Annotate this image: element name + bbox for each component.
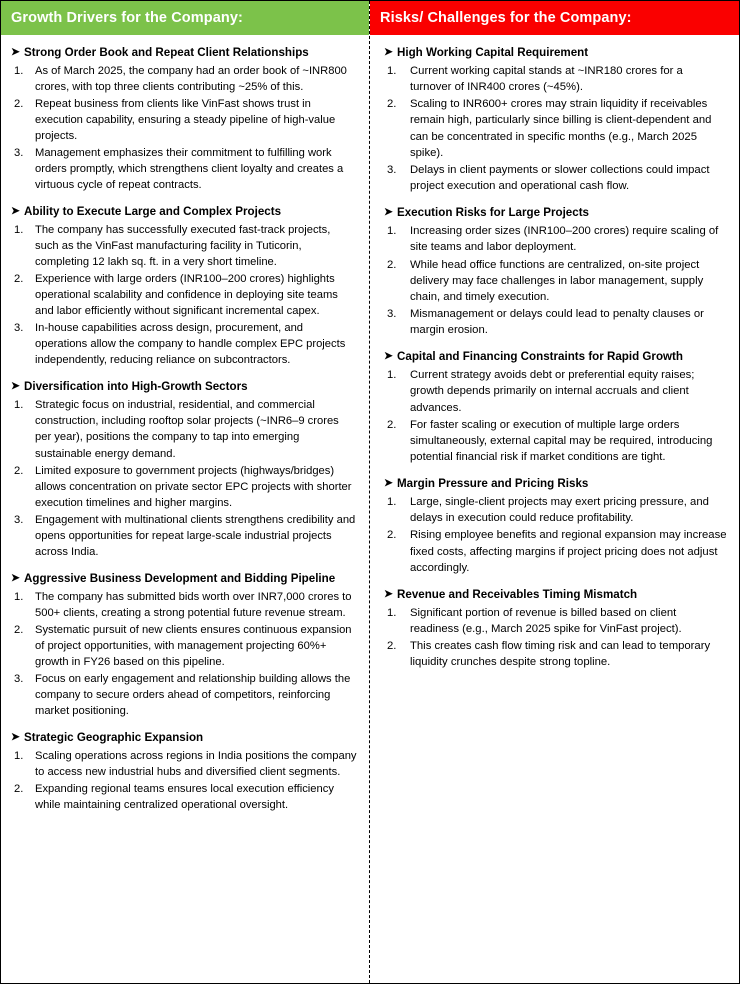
list-item-text: Current strategy avoids debt or preferential equity raises; growth depends primarily on internal accruals and client advances. [410,369,695,414]
list-item-number: 2. [14,623,24,636]
section-title-text: Capital and Financing Constraints for Rapid Growth [397,350,683,364]
list-item-text: Repeat business from clients like VinFast shows trust in execution capability, ensuring a steady pipeline of high-value projects. [35,98,336,143]
section-heading [384,476,727,491]
list-item-text: Strategic focus on industrial, residential, and commercial construction, including rooftop solar projects (~INR6–9 crores per year), positions the company to tap into emerging sustainable energy demand. [35,399,339,460]
list-item [384,527,727,575]
point-list [384,367,727,465]
list-item-text: Systematic pursuit of new clients ensures continuous expansion of project opportunities, with management projecting 60%+ growth in FY26 based on this pipeline. [35,623,352,668]
list-item [384,417,727,465]
point-list [384,494,727,576]
list-item-text: The company has submitted bids worth over INR7,000 crores to 500+ clients, creating a strong potential future revenue stream. [35,590,352,619]
list-item [384,605,727,637]
risks-header-text: Risks/ Challenges for the Company: [380,10,632,26]
arrow-bullet-icon: ➤ [11,205,20,218]
list-item-number: 2. [387,98,397,111]
list-item [11,463,357,511]
list-item-number: 3. [14,322,24,335]
list-item-number: 2. [14,464,24,477]
list-item-number: 2. [387,529,397,542]
list-item [11,589,357,621]
arrow-bullet-icon: ➤ [384,587,393,600]
arrow-bullet-icon: ➤ [384,350,393,363]
risks-header [370,1,739,35]
list-item [11,320,357,368]
growth-drivers-header-text: Growth Drivers for the Company: [11,10,243,26]
list-item [384,306,727,338]
list-item-text: Current working capital stands at ~INR180 crores for a turnover of INR400 crores (~45%). [410,65,683,94]
arrow-bullet-icon: ➤ [11,46,20,58]
section-heading [384,205,727,220]
section-heading [11,379,357,394]
arrow-bullet-icon: ➤ [384,46,393,58]
list-item [384,494,727,526]
section-title-text: Strategic Geographic Expansion [24,730,204,744]
list-item-number: 1. [387,606,397,619]
list-item-text: In-house capabilities across design, procurement, and operations allow the company to handle complex EPC projects independently, reducing reliance on subcontractors. [35,322,346,367]
section [384,205,727,338]
section-title-text: Strong Order Book and Repeat Client Relationships [24,46,309,59]
list-item [11,222,357,270]
section-title-text: Diversification into High-Growth Sectors [24,380,248,394]
arrow-bullet-icon: ➤ [11,571,20,584]
point-list [384,223,727,338]
risks-body [370,35,739,983]
list-item-number: 2. [387,258,397,271]
list-item [384,257,727,305]
section [11,204,357,368]
list-item-number: 1. [387,65,397,78]
section [384,587,727,671]
list-item-number: 2. [387,640,397,653]
list-item-number: 1. [387,496,397,509]
section-title-text: Execution Risks for Large Projects [397,206,590,220]
list-item-text: The company has successfully executed fast-track projects, such as the VinFast manufacturing facility in Tuticorin, completing 12 lakh sq. ft. in a very short timeline. [35,224,331,269]
list-item-number: 2. [14,782,24,795]
list-item [11,145,357,193]
section-heading [11,571,357,586]
section [11,45,357,193]
list-item-text: Rising employee benefits and regional expansion may increase fixed costs, affecting margins if project pricing does not adjust accordingly. [410,529,727,574]
growth-drivers-column [1,1,370,983]
list-item [11,96,357,144]
list-item-number: 1. [14,399,24,412]
section-heading [11,45,357,60]
risks-column [370,1,739,983]
list-item-number: 1. [14,590,24,603]
list-item-text: Limited exposure to government projects (highways/bridges) allows concentration on private sector EPC projects with shorter execution timelines and higher margins. [35,464,352,509]
list-item-number: 2. [14,273,24,286]
list-item-text: Mismanagement or delays could lead to penalty clauses or margin erosion. [410,307,704,337]
list-item-text: This creates cash flow timing risk and can lead to temporary liquidity crunches despite strong topline. [410,640,711,669]
list-item-text: Management emphasizes their commitment to fulfilling work orders promptly, which strengthens client loyalty and creates a virtuous cycle of repeat contracts. [35,147,344,192]
point-list [11,397,357,559]
section [384,349,727,465]
list-item-text: Increasing order sizes (INR100–200 crores) require scaling of site teams and labor deployment. [410,225,719,254]
growth-drivers-body [1,35,369,983]
section [11,571,357,719]
list-item-number: 1. [14,224,24,237]
list-item [384,638,727,670]
list-item [11,63,357,95]
list-item [11,271,357,319]
list-item-number: 3. [14,147,24,160]
list-item-text: Scaling to INR600+ crores may strain liquidity if receivables remain high, particularly since billing is client-dependent and can be concentrated in specific months (e.g., March 2025 spike). [410,98,712,159]
list-item [11,397,357,461]
section-title-text: Revenue and Receivables Timing Mismatch [397,587,638,601]
list-item-number: 3. [387,307,397,320]
section-title-text: Aggressive Business Development and Bidding Pipeline [24,571,336,585]
section-heading [384,45,727,60]
list-item-number: 2. [14,98,24,111]
section [11,379,357,559]
list-item [11,671,357,719]
list-item-text: Scaling operations across regions in India positions the company to access new industrial hubs and diversified client segments. [35,749,357,778]
point-list [384,63,727,194]
list-item-text: Engagement with multinational clients strengthens credibility and opens opportunities for repeat large-scale industrial projects across India. [35,513,356,558]
list-item-number: 1. [14,749,24,762]
list-item-text: Expanding regional teams ensures local execution efficiency while maintaining centralized operational oversight. [35,782,334,811]
list-item-number: 3. [14,672,24,685]
point-list [11,589,357,719]
list-item-number: 2. [387,418,397,431]
section [384,476,727,576]
list-item-text: Experience with large orders (INR100–200 crores) highlights operational scalability and confidence in deploying site teams and labor efficiently without significant incremental capex. [35,273,338,318]
list-item-text: Significant portion of revenue is billed based on client readiness (e.g., March 2025 spike for VinFast project). [410,606,682,636]
point-list [11,63,357,193]
list-item-number: 1. [14,65,24,78]
list-item [11,748,357,780]
list-item [384,63,727,95]
list-item [11,781,357,813]
point-list [11,748,357,813]
two-column-layout [1,1,739,983]
point-list [11,222,357,368]
list-item-number: 1. [387,225,397,238]
list-item-text: Focus on early engagement and relationship building allows the company to secure orders ahead of competitors, reinforcing market positioning. [35,672,351,717]
list-item-text: Delays in client payments or slower collections could impact project execution and operational cash flow. [410,163,710,193]
section-title-text: Ability to Execute Large and Complex Projects [24,205,282,219]
list-item-text: While head office functions are centralized, on-site project delivery may face challenges in labor management, supply chain, and timely execution. [410,258,704,303]
list-item [384,367,727,415]
section-title-text: High Working Capital Requirement [397,46,589,59]
list-item-text: As of March 2025, the company had an order book of ~INR800 crores, with top three clients contributing ~25% of this. [35,65,347,94]
list-item-number: 3. [14,513,24,526]
list-item-text: For faster scaling or execution of multiple large orders simultaneously, external capital may be required, introducing potential financial risk if market conditions are tight. [410,418,713,463]
arrow-bullet-icon: ➤ [11,730,20,743]
list-item [384,96,727,161]
list-item [11,622,357,670]
section-heading [11,730,357,745]
section [384,45,727,194]
section-heading [384,349,727,364]
arrow-bullet-icon: ➤ [384,206,393,219]
section-heading [384,587,727,602]
growth-drivers-header [1,1,369,35]
list-item-text: Large, single-client projects may exert pricing pressure, and delays in execution could reduce profitability. [410,496,709,525]
arrow-bullet-icon: ➤ [384,477,393,490]
list-item [384,223,727,255]
section-title-text: Margin Pressure and Pricing Risks [397,477,589,491]
point-list [384,605,727,671]
section-heading [11,204,357,219]
arrow-bullet-icon: ➤ [11,380,20,393]
list-item-number: 3. [387,163,397,176]
list-item-number: 1. [387,369,397,382]
list-item [384,162,727,194]
list-item [11,512,357,560]
section [11,730,357,813]
